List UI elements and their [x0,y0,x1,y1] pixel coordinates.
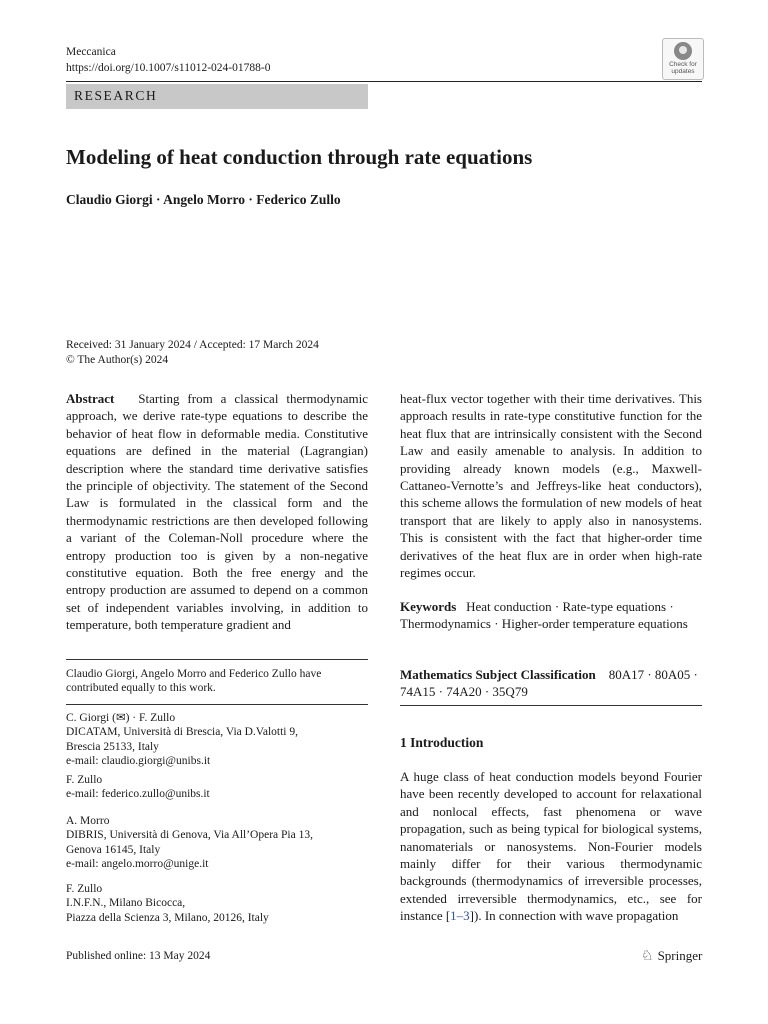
copyright: © The Author(s) 2024 [66,354,169,366]
journal-info [66,44,270,76]
footnote-rule [66,659,368,660]
abstract-heading: Abstract [66,391,115,406]
equal-contribution-note: Claudio Giorgi, Angelo Morro and Federico Zullo have contributed equally to this work. [66,668,322,695]
msc-block [400,666,702,701]
intro-text-after: ]). In connection with wave propagation [469,908,679,924]
badge-line2: updates [671,68,695,75]
paper-title: Modeling of heat conduction through rate equations [66,145,533,169]
keywords-text: Heat conduction · Rate-type equations · Thermodynamics · Higher-order temperature equations [400,599,688,632]
aff1-addr2: Brescia 25133, Italy [66,740,159,753]
aff2-name: F. Zullo [66,774,103,786]
msc-rule [400,705,702,706]
journal-name: Meccanica [66,46,116,58]
intro-heading: 1 Introduction [400,735,484,750]
citation-link[interactable]: 1–3 [450,908,470,924]
badge-line1: Check for [669,61,697,68]
aff1-addr1: DICATAM, Università di Brescia, Via D.Valotti 9, [66,726,298,739]
section-band [66,84,368,109]
footnote-rule-2 [66,704,368,705]
doi-link[interactable]: https://doi.org/10.1007/s11012-024-01788-0 [66,62,271,74]
aff4-name: F. Zullo [66,883,103,895]
section-label: RESEARCH [74,88,158,103]
aff1-names: C. Giorgi (✉) · F. Zullo [66,712,176,724]
affiliation-3 [66,814,368,871]
received-accepted: Received: 31 January 2024 / Accepted: 17 March 2024 [66,339,319,351]
aff3-addr2: Genova 16145, Italy [66,843,161,856]
aff4-addr1: I.N.F.N., Milano Bicocca, [66,897,186,910]
header-rule [66,81,702,82]
author-list: Claudio Giorgi · Angelo Morro · Federico Zullo [66,192,341,207]
msc-text: 80A17 · 80A05 · 74A15 · 74A20 · 35Q79 [400,667,698,700]
aff4-addr2: Piazza della Scienza 3, Milano, 20126, Italy [66,911,269,924]
aff2-email[interactable]: e-mail: federico.zullo@unibs.it [66,788,210,801]
keywords-block [400,598,702,633]
publisher-logo [641,947,702,965]
aff1-email[interactable]: e-mail: claudio.giorgi@unibs.it [66,754,211,767]
affiliation-1 [66,711,368,768]
check-for-updates-badge[interactable] [662,38,704,80]
intro-text [400,768,702,925]
intro-text-before: A huge class of heat conduction models beyond Fourier have been recently developed to account for relaxational and nonlocal effects, fast phenomena or wave propagation, such as being typical for biological systems, nanomaterials or nanosystems. Non-Fourier models mainly differ for their various thermodynamic backgrounds (thermodynamics of irreversible processes, extended irreversible thermodynamics, etc., see for instance [ [400,769,702,924]
published-date: Published online: 13 May 2024 [66,950,211,962]
affiliation-2 [66,773,368,802]
horse-logo-icon: ♘ [641,949,654,964]
update-icon [674,42,692,60]
keywords-heading: Keywords [400,599,457,614]
abstract-right [400,390,702,581]
publisher-name: Springer [657,948,703,963]
abstract-text-left: Starting from a classical thermodynamic approach, we derive rate-type equations to describe the behavior of heat flow in deformable media. Constitutive equations are defined in the material (Lagrangian) description where the standard time derivative satisfies the principle of objectivity. The statement of the Second Law is formulated in the classical form and the thermodynamic restrictions are then developed following a variant of the Coleman-Noll procedure where the entropy production too is given by a non-negative constitutive equation. Both the free energy and the entropy production are assumed to depend on a common set of independent variables involving, in addition to temperature, both temperature gradient and [66,391,368,633]
aff3-name: A. Morro [66,815,110,827]
aff3-email[interactable]: e-mail: angelo.morro@unige.it [66,857,209,870]
abstract-left [66,390,368,634]
dates-block [66,338,319,368]
msc-heading: Mathematics Subject Classification [400,667,596,682]
aff3-addr1: DIBRIS, Università di Genova, Via All’Opera Pia 13, [66,829,313,842]
affiliation-4 [66,882,368,925]
abstract-text-right: heat-flux vector together with their time derivatives. This approach results in rate-type constitutive function for the heat flux that are intrinsically consistent with the Second Law and easily amenable to analysis. In addition to providing already known models (e.g., Maxwell-Cattaneo-Vernotte’s and Jeffreys-like heat conductors), this scheme allows the formulation of new models of heat transport that are likely to apply also in nanosystems. This is consistent with the fact that higher-order time derivatives of the heat flux are in order when high-rate regimes occur. [400,391,702,581]
